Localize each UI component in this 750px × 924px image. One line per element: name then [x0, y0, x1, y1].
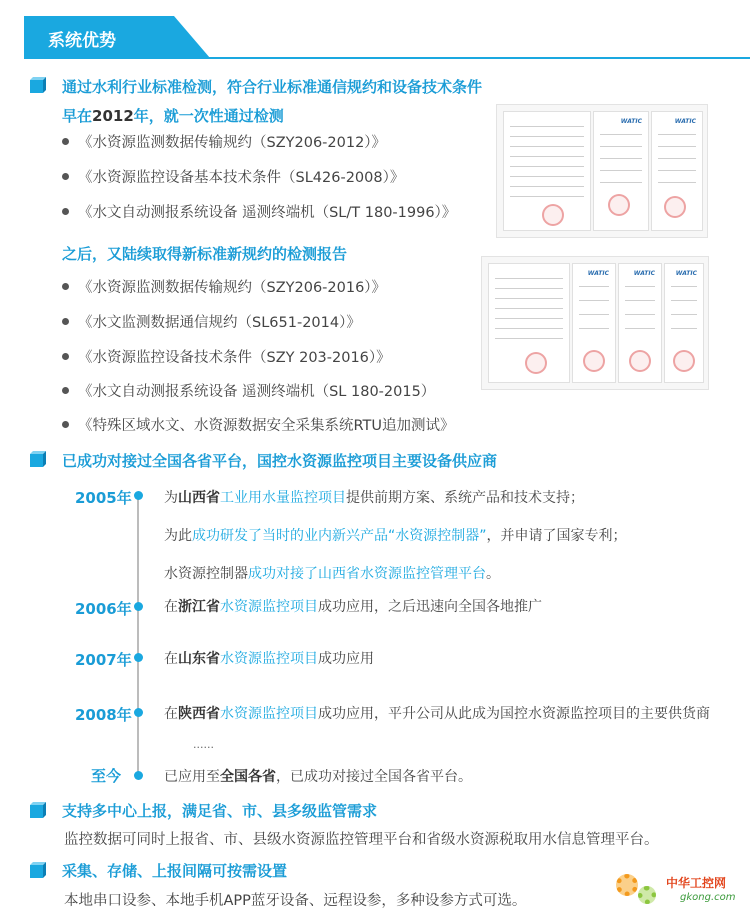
list-item: 《水资源监测数据传输规约（SZY206-2012）》: [62, 131, 386, 152]
sec1-sub1: 早在2012年，就一次性通过检测: [62, 107, 284, 125]
sec4-heading: 采集、存储、上报间隔可按需设置: [62, 862, 288, 880]
timeline-year: 2005年: [75, 489, 132, 507]
timeline-year: 2008年: [75, 706, 132, 724]
timeline-entry: 水资源控制器成功对接了山西省水资源监控管理平台。: [164, 566, 500, 582]
timeline-entry: 在陕西省水资源监控项目成功应用，平升公司从此成为国控水资源监控项目的主要供货商: [164, 706, 710, 722]
list-item: 《水文监测数据通信规约（SL651-2014）》: [62, 311, 361, 332]
timeline-dot: [134, 653, 143, 662]
timeline-dot: [134, 771, 143, 780]
sec4-text: 本地串口设参、本地手机APP蓝牙设备、远程设参，多种设参方式可选。: [64, 893, 527, 909]
list-item: 《水文自动测报系统设备 遥测终端机（SL 180-2015）: [62, 380, 435, 401]
list-item: 《水资源监控设备技术条件（SZY 203-2016）》: [62, 346, 391, 367]
cube-bullet-icon: [30, 77, 46, 93]
ellipsis: ......: [193, 738, 214, 751]
sec3-text: 监控数据可同时上报省、市、县级水资源监控管理平台和省级水资源税取用水信息管理平台。: [64, 832, 659, 848]
cube-bullet-icon: [30, 862, 46, 878]
timeline-dot: [134, 708, 143, 717]
watermark-logo: 中华工控网 gkong.com: [614, 872, 744, 912]
timeline-year: 至今: [91, 767, 122, 785]
timeline-dot: [134, 491, 143, 500]
timeline-year: 2006年: [75, 600, 132, 618]
timeline-entry: 在浙江省水资源监控项目成功应用，之后迅速向全国各地推广: [164, 599, 542, 615]
test-report-images-2: WATIC WATIC WATIC: [481, 256, 709, 390]
timeline-entry: 为此成功研发了当时的业内新兴产品“水资源控制器”，并申请了国家专利；: [164, 528, 627, 544]
timeline-year: 2007年: [75, 651, 132, 669]
gear-icon: [638, 886, 656, 904]
gear-icon: [616, 874, 638, 896]
sec2-heading: 已成功对接过全国各省平台，国控水资源监控项目主要设备供应商: [62, 452, 498, 470]
header-underline: [24, 57, 750, 59]
timeline-dot: [134, 602, 143, 611]
timeline-entry: 为山西省工业用水量监控项目提供前期方案、系统产品和技术支持；: [164, 490, 584, 506]
sec1-heading: 通过水利行业标准检测，符合行业标准通信规约和设备技术条件: [62, 78, 483, 96]
list-item: 《水资源监测数据传输规约（SZY206-2016）》: [62, 276, 386, 297]
section-title: 系统优势: [48, 31, 116, 51]
timeline-line: [137, 494, 139, 779]
sec1-sub2: 之后，又陆续取得新标准新规约的检测报告: [62, 245, 348, 263]
timeline-entry: 已应用至全国各省，已成功对接过全国各省平台。: [164, 769, 472, 785]
list-item: 《水文自动测报系统设备 遥测终端机（SL/T 180-1996）》: [62, 201, 456, 222]
list-item: 《水资源监控设备基本技术条件（SL426-2008）》: [62, 166, 404, 187]
test-report-images-1: WATIC WATIC: [496, 104, 708, 238]
cube-bullet-icon: [30, 451, 46, 467]
sec3-heading: 支持多中心上报，满足省、市、县多级监管需求: [62, 802, 378, 820]
timeline-entry: 在山东省水资源监控项目成功应用: [164, 651, 374, 667]
list-item: 《特殊区域水文、水资源数据安全采集系统RTU追加测试》: [62, 414, 455, 435]
cube-bullet-icon: [30, 802, 46, 818]
